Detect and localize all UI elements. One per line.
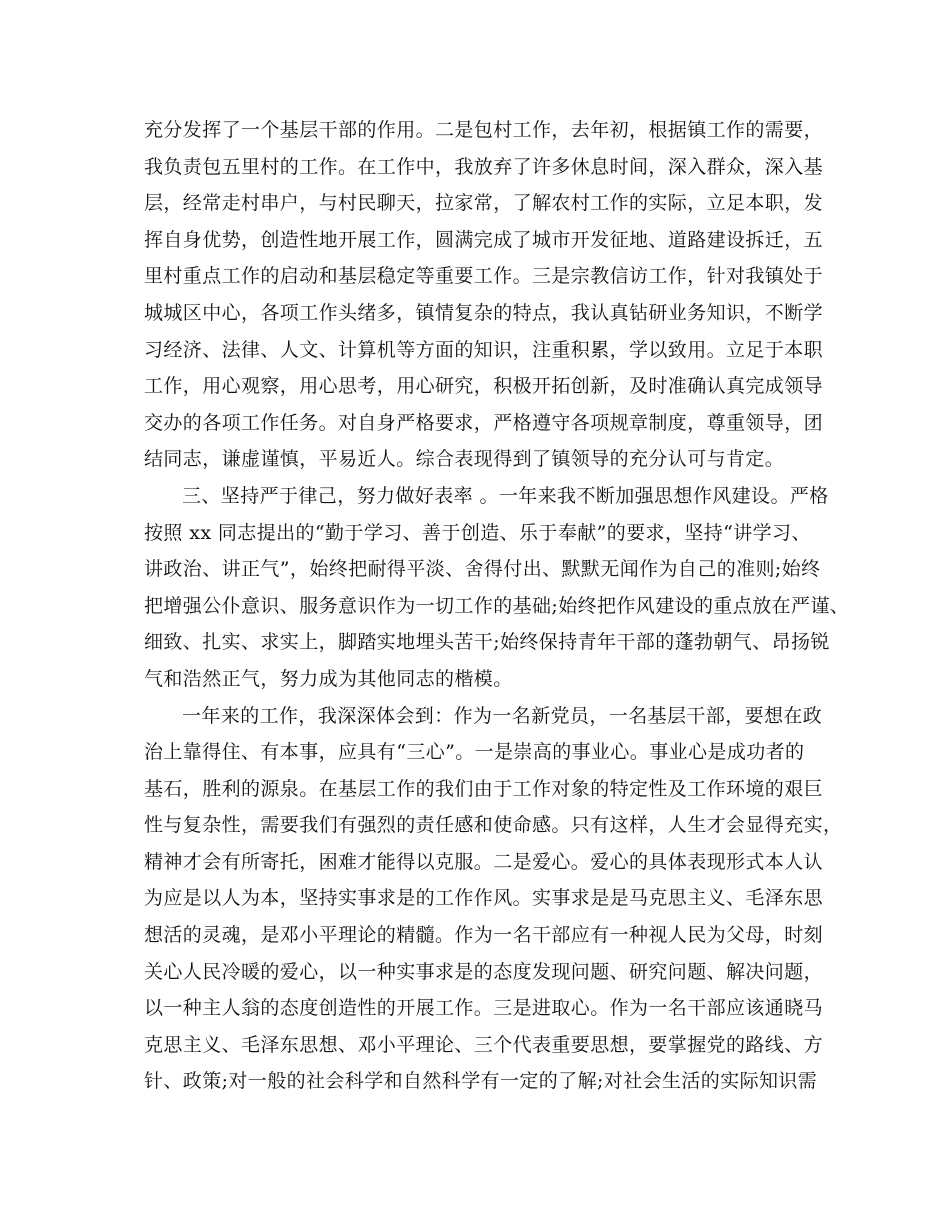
text-line: 三、坚持严于律己，努力做好表率 。一年来我不断加强思想作风建设。严格 [182, 484, 829, 507]
text-line: 城城区中心，各项工作头绪多，镇情复杂的特点，我认真钻研业务知识，不断学 [144, 301, 824, 324]
text-line: 交办的各项工作任务。对自身严格要求，严格遵守各项规章制度，尊重领导，团 [144, 411, 824, 434]
text-line: 挥自身优势，创造性地开展工作，圆满完成了城市开发征地、道路建设拆迁，五 [144, 228, 824, 251]
text-line: 想活的灵魂，是邓小平理论的精髓。作为一名干部应有一种视人民为父母，时刻 [144, 924, 824, 947]
text-line: 细致、扎实、求实上，脚踏实地埋头苦干;始终保持青年干部的蓬勃朝气、昂扬锐 [144, 631, 830, 654]
text-line: 充分发挥了一个基层干部的作用。二是包村工作，去年初，根据镇工作的需要， [144, 119, 824, 141]
text-line: 基石，胜利的源泉。在基层工作的我们由于工作对象的特定性及工作环境的艰巨 [144, 777, 824, 800]
text-line: 结同志，谦虚谨慎，平易近人。综合表现得到了镇领导的充分认可与肯定。 [144, 448, 785, 471]
text-line: 性与复杂性，需要我们有强烈的责任感和使命感。只有这样，人生才会显得充实， [144, 814, 843, 837]
text-line: 气和浩然正气，努力成为其他同志的楷模。 [144, 667, 513, 690]
document-body [144, 112, 850, 1100]
text-line: 为应是以人为本，坚持实事求是的工作作风。实事求是是马克思主义、毛泽东思 [144, 887, 824, 910]
text-line: 以一种主人翁的态度创造性的开展工作。三是进取心。作为一名干部应该通晓马 [144, 997, 824, 1020]
text-line: 习经济、法律、人文、计算机等方面的知识，注重积累，学以致用。立足于本职 [144, 338, 824, 361]
text-line: 我负责包五里村的工作。在工作中，我放弃了许多休息时间，深入群众，深入基 [144, 155, 824, 178]
text-line: 层，经常走村串户，与村民聊天，拉家常，了解农村工作的实际，立足本职，发 [144, 192, 824, 215]
text-line: 关心人民冷暖的爱心，以一种实事求是的态度发现问题、研究问题、解决问题， [144, 960, 824, 983]
text-line: 精神才会有所寄托，困难才能得以克服。二是爱心。爱心的具体表现形式本人认 [144, 850, 824, 873]
text-line: 克思主义、毛泽东思想、邓小平理论、三个代表重要思想，要掌握党的路线、方 [144, 1033, 824, 1056]
text-line: 治上靠得住、有本事，应具有“三心”。一是崇高的事业心。事业心是成功者的 [144, 741, 805, 764]
text-line: 里村重点工作的启动和基层稳定等重要工作。三是宗教信访工作，针对我镇处于 [144, 265, 824, 288]
text-line: 按照 xx 同志提出的“勤于学习、善于创造、乐于奉献”的要求，坚持“讲学习、 [144, 521, 811, 544]
text-line: 讲政治、讲正气”，始终把耐得平淡、舍得付出、默默无闻作为自己的准则;始终 [144, 558, 821, 581]
text-line: 把增强公仆意识、服务意识作为一切工作的基础;始终把作风建设的重点放在严谨、 [144, 594, 850, 617]
text-line: 针、政策;对一般的社会科学和自然科学有一定的了解;对社会生活的实际知识需 [144, 1070, 818, 1093]
text-line: 一年来的工作，我深深体会到：作为一名新党员，一名基层干部，要想在政 [182, 704, 823, 727]
text-line: 工作，用心观察，用心思考，用心研究，积极开拓创新，及时准确认真完成领导 [144, 375, 824, 398]
